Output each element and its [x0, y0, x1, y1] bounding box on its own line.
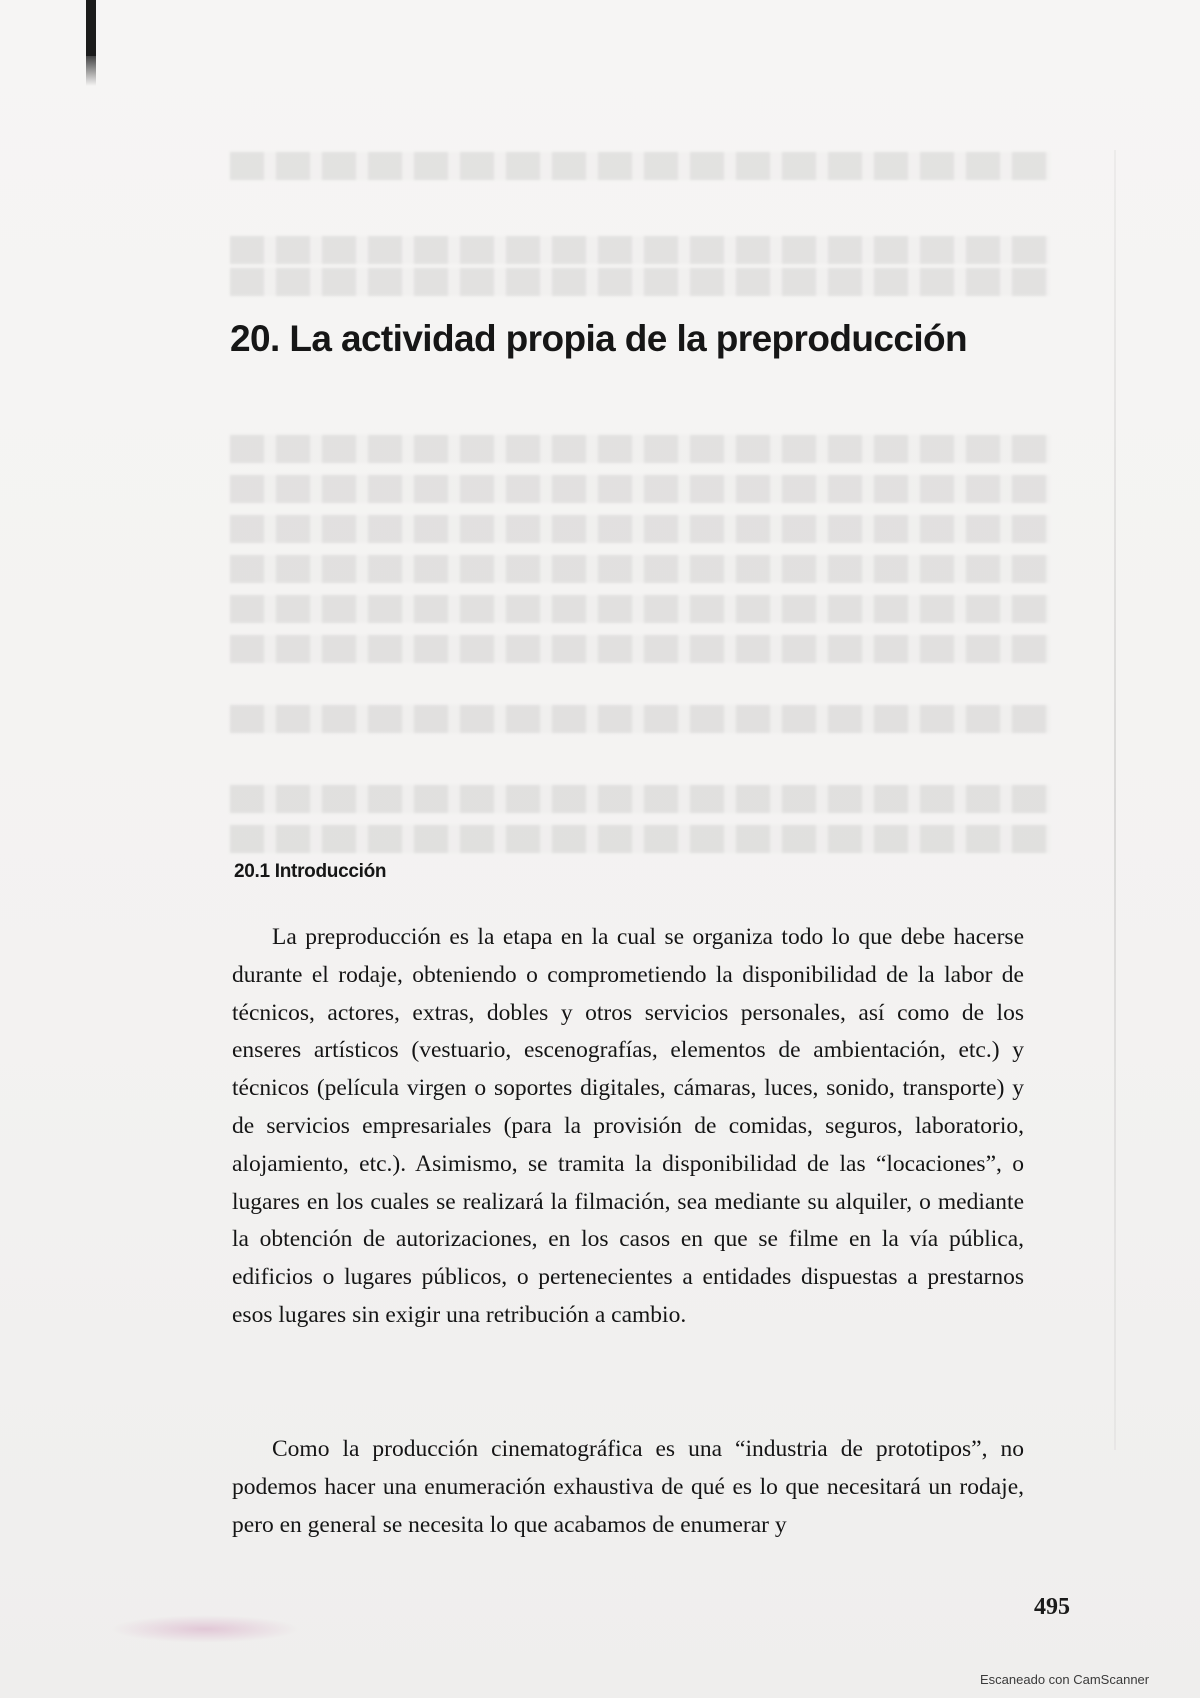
show-through-line — [230, 515, 1050, 543]
show-through-line — [230, 475, 1050, 503]
show-through-line — [230, 555, 1050, 583]
body-paragraph-container — [232, 919, 1024, 1335]
scanner-watermark: Escaneado con CamScanner — [980, 1672, 1150, 1687]
show-through-line — [230, 825, 1050, 853]
section-title: 20.1 Introducción — [234, 861, 387, 882]
show-through-line — [230, 152, 1050, 180]
show-through-line — [230, 435, 1050, 463]
show-through-line — [230, 595, 1050, 623]
binding-edge-shadow — [86, 56, 96, 86]
page-number: 495 — [1034, 1594, 1070, 1620]
page-edge-shadow — [1114, 150, 1116, 1450]
body-paragraph: La preproducción es la etapa en la cual se organiza todo lo que debe hacerse durante el rodaje, obteniendo o comprometiendo la disponibilidad de la labor de técnicos, actores, extras, dobles y otros servicios personales, así como de los enseres artísticos (vestuario, escenografías, elementos de ambientación, etc.) y técnicos (película virgen o soportes digitales, cámaras, luces, sonido, transporte) y de servicios empresariales (para la provisión de comidas, seguros, laboratorio, alojamiento, etc.). Asimismo, se tramita la disponibilidad de las “locaciones”, o lugares en los cuales se realizará la filmación, sea mediante su alquiler, o mediante la obtención de autorizaciones, en los casos en que se filme en la vía pública, edificios o lugares públicos, o pertenecientes a entidades dispuestas a prestarnos esos lugares sin exigir una retribución a cambio. — [232, 924, 1024, 1328]
chapter-title: 20. La actividad propia de la preproducción — [230, 318, 968, 359]
scan-color-artifact — [110, 1615, 300, 1643]
body-paragraph-container — [232, 1431, 1024, 1544]
show-through-line — [230, 236, 1050, 264]
body-paragraph: Como la producción cinematográfica es una “industria de prototipos”, no podemos hacer una enumeración exhaustiva de qué es lo que necesitará un rodaje, pero en general se necesita lo que acabamos de enumerar y — [232, 1436, 1024, 1538]
show-through-line — [230, 785, 1050, 813]
binding-edge-mark — [86, 0, 96, 56]
show-through-line — [230, 705, 1050, 733]
show-through-line — [230, 268, 1050, 296]
show-through-line — [230, 635, 1050, 663]
